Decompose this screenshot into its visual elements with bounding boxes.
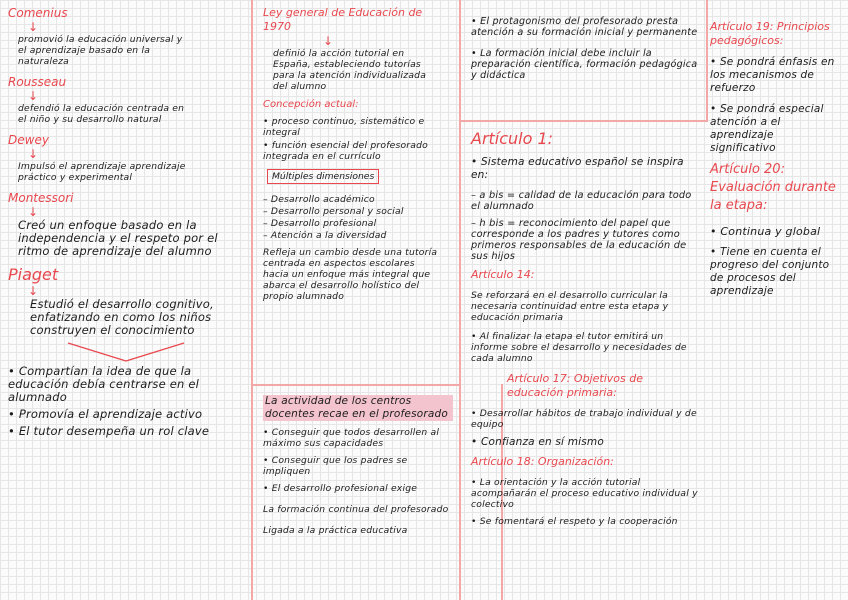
conclusion-item: • Promovía el aprendizaje activo xyxy=(8,408,208,421)
art19-title: Artículo 19: Principios pedagógicos: xyxy=(710,20,830,47)
actividad-item: • Conseguir que todos desarrollen al máximo sus capacidades xyxy=(263,427,453,449)
dimension-item: – Desarrollo profesional xyxy=(263,218,453,229)
art17-item: • Desarrollar hábitos de trabajo individual y de equipo xyxy=(471,408,703,430)
ley-title: Ley general de Educación de 1970 xyxy=(263,6,423,33)
concepcion-title: Concepción actual: xyxy=(263,99,359,110)
actividad-item: La formación continua del profesorado xyxy=(263,504,449,515)
art20-title: Artículo 20: Evaluación durante la etapa: xyxy=(710,162,836,213)
art1-intro: • Sistema educativo español se inspira en: xyxy=(471,156,703,182)
art20-item: • Continua y global xyxy=(710,225,842,238)
formacion-text: • La formación inicial debe incluir la preparación científica, formación pedagógica y didáctica xyxy=(471,48,699,81)
arrow-down-icon: ↓ xyxy=(28,20,39,34)
converging-lines-icon xyxy=(8,339,248,365)
concepcion-item: • proceso continuo, sistemático e integral xyxy=(263,116,443,138)
art1-item: – h bis = reconocimiento del papel que corresponde a los padres y tutores como primeros responsables de la educación de sus hijos xyxy=(471,218,703,262)
art18-item: • La orientación y la acción tutorial acompañarán el proceso educativo individual y colectivo xyxy=(471,477,703,510)
dimension-item: – Atención a la diversidad xyxy=(263,230,453,241)
actividad-title: La actividad de los centros docentes recae en el profesorado xyxy=(263,395,453,421)
conclusion-item: • El tutor desempeña un rol clave xyxy=(8,425,228,438)
art20-item: • Tiene en cuenta el progreso del conjunto de procesos del aprendizaje xyxy=(710,246,842,298)
piaget-text: Estudió el desarrollo cognitivo, enfatizando en como los niños construyen el conocimiento xyxy=(30,297,214,337)
column-educators xyxy=(0,0,250,600)
refleja-text: Refleja un cambio desde una tutoría centrada en aspectos escolares hacia un enfoque más integral que abarca el desarrollo holístico del propio alumnado xyxy=(263,247,438,302)
conclusion-item: • Compartían la idea de que la educación debía centrarse en el alumnado xyxy=(8,365,244,404)
art18-item: • Se fomentará el respeto y la cooperación xyxy=(471,516,703,527)
multiples-dimensiones-box: Múltiples dimensiones xyxy=(267,169,379,184)
comenius-title: Comenius xyxy=(8,6,68,20)
rousseau-title: Rousseau xyxy=(8,75,67,89)
concepcion-item: • función esencial del profesorado integrada en el currículo xyxy=(263,140,443,162)
actividad-item: • El desarrollo profesional exige xyxy=(263,483,453,494)
art14-item: • Al finalizar la etapa el tutor emitirá un informe sobre el desarrollo y necesidades de cada alumno xyxy=(471,331,703,364)
art18-title: Artículo 18: Organización: xyxy=(471,455,614,468)
art1-title: Artículo 1: xyxy=(471,129,554,148)
art14-title: Artículo 14: xyxy=(471,268,535,281)
arrow-down-icon: ↓ xyxy=(28,147,39,161)
arrow-down-icon: ↓ xyxy=(28,205,39,219)
dewey-title: Dewey xyxy=(8,133,49,147)
art1-item: – a bis = calidad de la educación para todo el alumnado xyxy=(471,190,703,212)
actividad-item: • Conseguir que los padres se impliquen xyxy=(263,455,453,477)
art19-item: • Se pondrá especial atención a el aprendizaje significativo xyxy=(710,103,840,155)
art17-item: • Confianza en sí mismo xyxy=(471,436,703,449)
art17-title: Artículo 17: Objetivos de educación primaria: xyxy=(507,372,643,399)
protagonismo-text: • El protagonismo del profesorado presta atención a su formación inicial y permanente xyxy=(471,16,699,38)
comenius-text: promovió la educación universal y el aprendizaje basado en la naturaleza xyxy=(18,34,183,67)
montessori-title: Montessori xyxy=(8,191,74,205)
art14-text: Se reforzará en el desarrollo curricular la necesaria continuidad entre esta etapa y educación primaria xyxy=(471,290,669,323)
column-articulos-19-20 xyxy=(708,0,848,600)
dimension-item: – Desarrollo personal y social xyxy=(263,206,453,217)
dewey-text: Impulsó el aprendizaje aprendizaje práctico y experimental xyxy=(18,161,186,183)
column-ley-general xyxy=(253,0,459,600)
arrow-down-icon: ↓ xyxy=(323,34,334,48)
actividad-item: Ligada a la práctica educativa xyxy=(263,525,408,536)
rousseau-text: defendió la educación centrada en el niño y su desarrollo natural xyxy=(18,103,185,125)
ley-text: definió la acción tutorial en España, estableciendo tutorías para la atención individualizada del alumno xyxy=(273,48,427,92)
arrow-down-icon: ↓ xyxy=(28,284,39,298)
dimension-item: – Desarrollo académico xyxy=(263,194,453,205)
art19-item: • Se pondrá énfasis en los mecanismos de refuerzo xyxy=(710,56,840,95)
column-articulos xyxy=(461,0,706,600)
montessori-text: Creó un enfoque basado en la independencia y el respeto por el ritmo de aprendizaje del alumno xyxy=(18,218,218,258)
piaget-title: Piaget xyxy=(8,265,59,284)
arrow-down-icon: ↓ xyxy=(28,89,39,103)
